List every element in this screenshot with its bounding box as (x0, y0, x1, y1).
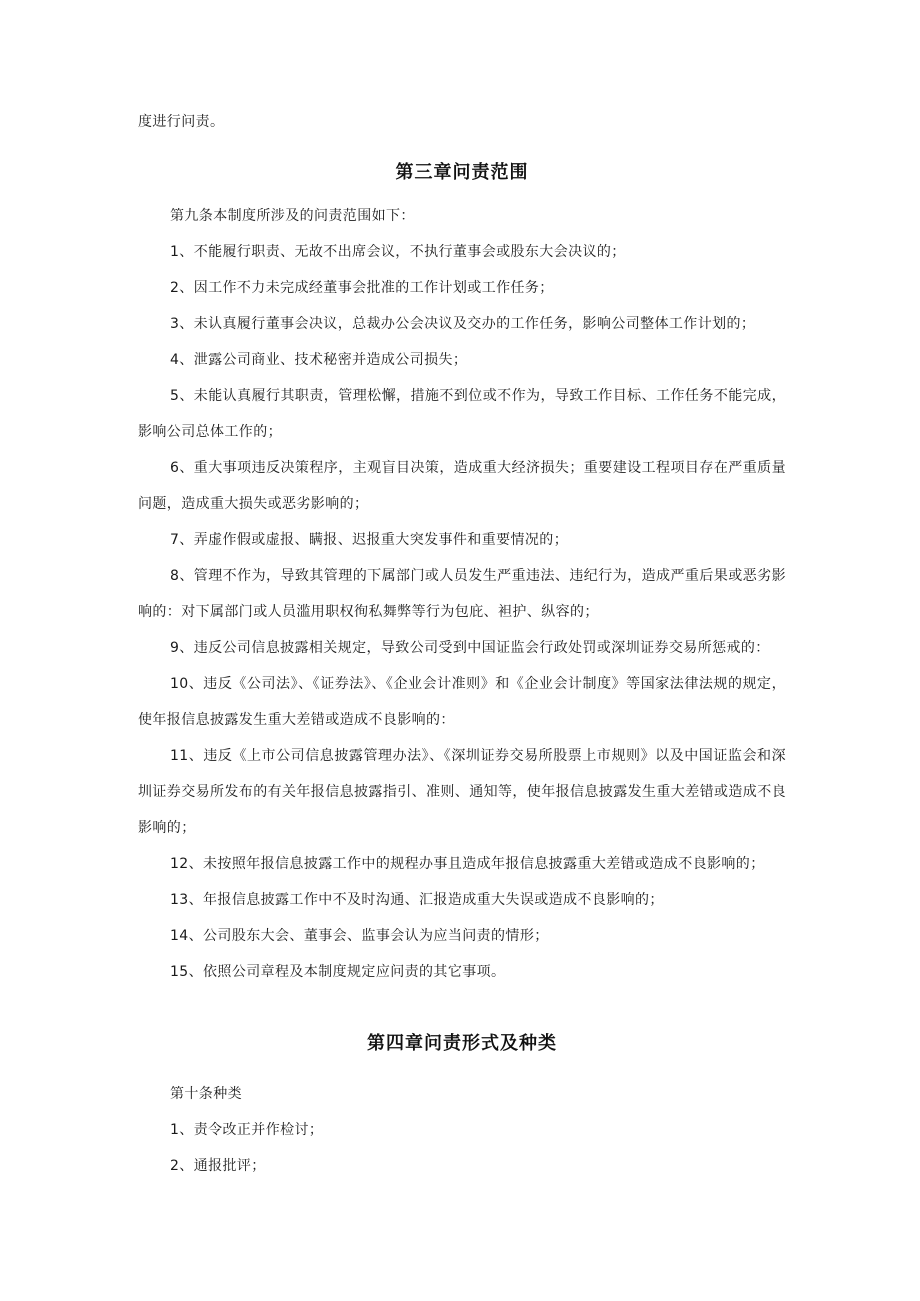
list-item: 9、违反公司信息披露相关规定，导致公司受到中国证监会行政处罚或深圳证券交易所惩戒的： (170, 640, 770, 656)
list-item: 2、通报批评； (170, 1158, 266, 1174)
list-item: 6、重大事项违反决策程序，主观盲目决策，造成重大经济损失；重要建设工程项目存在严重质量问题，造成重大损失或恶劣影响的； (138, 460, 786, 512)
list-item: 3、未认真履行董事会决议，总裁办公会决议及交办的工作任务，影响公司整体工作计划的； (170, 316, 756, 332)
list-item: 4、泄露公司商业、技术秘密并造成公司损失； (170, 352, 468, 368)
list-item: 1、责令改正并作检讨； (170, 1122, 324, 1138)
lead-fragment: 度进行问责。 (138, 114, 225, 130)
list-item: 12、未按照年报信息披露工作中的规程办事且造成年报信息披露重大差错或造成不良影响的； (170, 856, 765, 872)
list-item: 10、违反《公司法》、《证券法》、《企业会计准则》和《企业会计制度》等国家法律法规的规定，使年报信息披露发生重大差错或造成不良影响的： (138, 676, 786, 728)
list-item: 15、依照公司章程及本制度规定应问责的其它事项。 (170, 964, 506, 980)
list-item: 13、年报信息披露工作中不及时沟通、汇报造成重大失误或造成不良影响的； (170, 892, 664, 908)
chapter-3-title: 第三章问责范围 (395, 162, 529, 183)
article-10-intro: 第十条种类 (170, 1086, 242, 1102)
list-item: 7、弄虚作假或虚报、瞒报、迟报重大突发事件和重要情况的； (170, 532, 569, 548)
article-9-intro: 第九条本制度所涉及的问责范围如下： (170, 208, 415, 224)
chapter-4-body (138, 1076, 786, 1184)
list-item: 8、管理不作为，导致其管理的下属部门或人员发生严重违法、违纪行为，造成严重后果或恶劣影响的：对下属部门或人员滥用职权徇私舞弊等行为包庇、袒护、纵容的； (138, 568, 786, 620)
chapter-4-title: 第四章问责形式及种类 (367, 1033, 557, 1054)
list-item: 1、不能履行职责、无故不出席会议，不执行董事会或股东大会决议的； (170, 244, 626, 260)
chapter-3-body (138, 198, 786, 990)
list-item: 2、因工作不力未完成经董事会批准的工作计划或工作任务； (170, 280, 554, 296)
list-item: 5、未能认真履行其职责，管理松懈，措施不到位或不作为，导致工作目标、工作任务不能完成，影响公司总体工作的； (138, 388, 786, 440)
list-item: 11、违反《上市公司信息披露管理办法》、《深圳证券交易所股票上市规则》以及中国证监会和深圳证券交易所发布的有关年报信息披露指引、准则、通知等，使年报信息披露发生重大差错或造成不良影响的； (138, 748, 786, 836)
list-item: 14、公司股东大会、董事会、监事会认为应当问责的情形； (170, 928, 549, 944)
